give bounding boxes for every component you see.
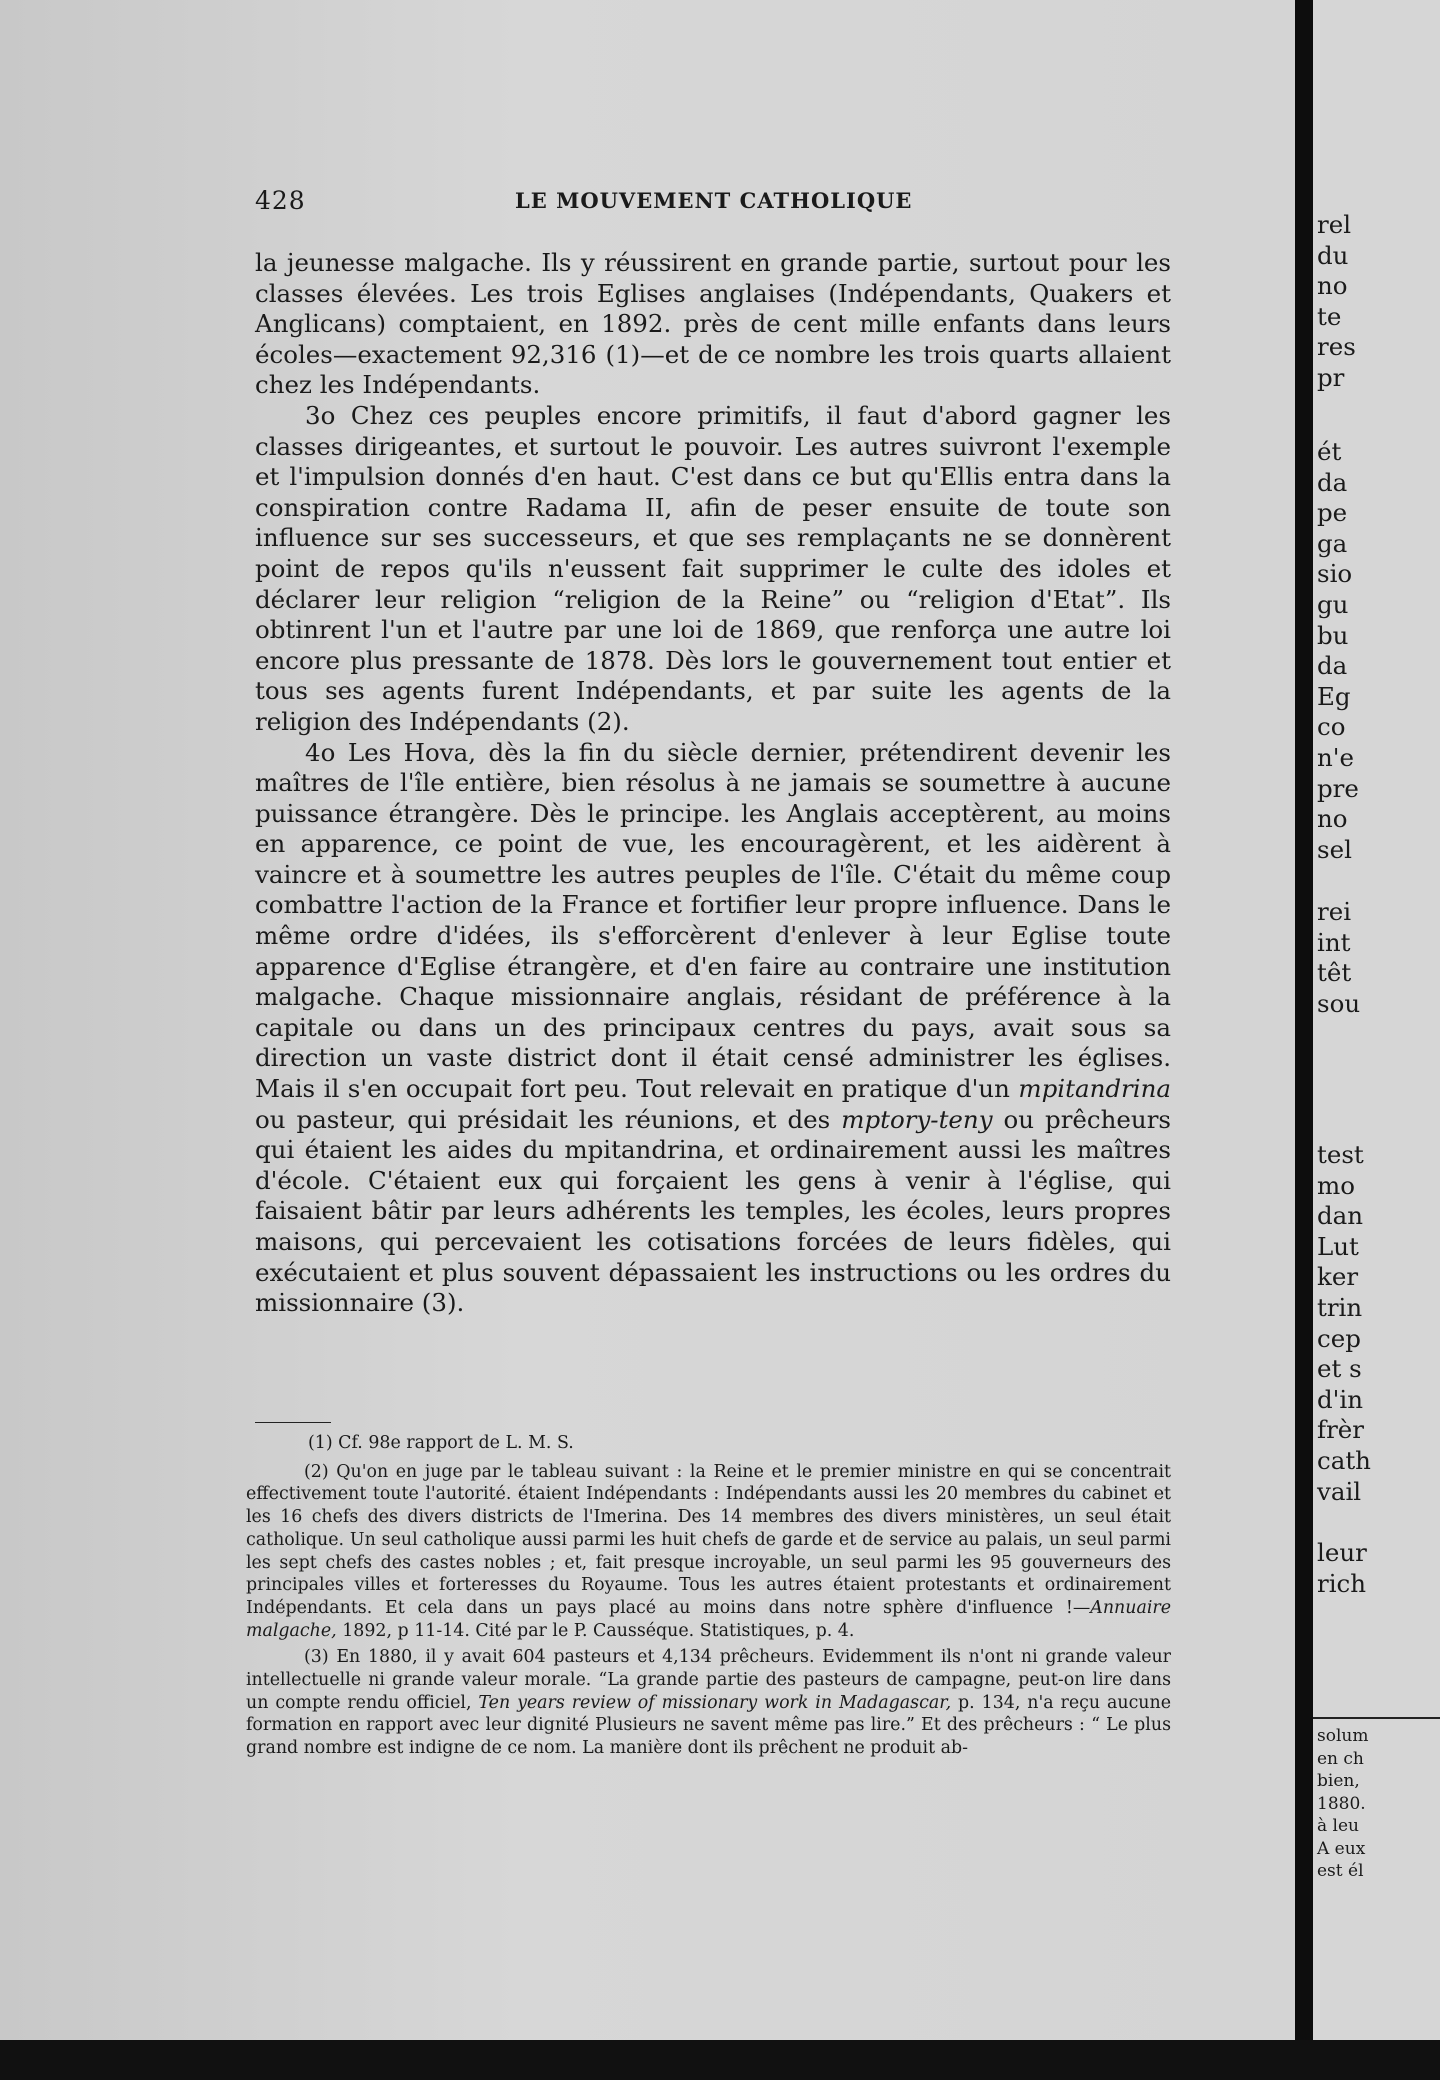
footnote-3-end: p. 134, n'a reçu aucune formation en rapport avec leur dignité Plusieurs ne savent même pas lire.” Et des prêcheurs : “ Le plus grand nombre est indigne de ce nom. La manière dont ils prêchent ne produit ab- bbox=[246, 1692, 1171, 1759]
facing-page-fragment: à leu bbox=[1317, 1816, 1359, 1836]
term-mpitandrina: mpitandrina bbox=[1018, 1074, 1171, 1104]
facing-page-fragment: est él bbox=[1317, 1861, 1364, 1881]
facing-page-fragment: leur bbox=[1317, 1538, 1367, 1567]
facing-page-fragment: gu bbox=[1317, 590, 1349, 619]
facing-page-fragment: ker bbox=[1317, 1262, 1359, 1292]
main-text bbox=[255, 248, 1171, 1319]
facing-page-fragment: sou bbox=[1317, 988, 1361, 1018]
footnote-3-text: (3) En 1880, il y avait 604 pasteurs et 4,134 prêcheurs. Evidemment ils n'ont ni grande valeur intellectuelle ni grande valeur morale. “La grande partie des pasteurs de campagne, peut-on lire dans un compte rendu officiel, bbox=[246, 1647, 1171, 1713]
facing-page-fragment: da bbox=[1317, 651, 1348, 681]
facing-page-fragment: 1880. bbox=[1317, 1793, 1366, 1814]
facing-page-edge bbox=[1313, 0, 1440, 2040]
facing-page-fragment: en ch bbox=[1317, 1748, 1364, 1769]
footnote-2-end: 1892, p 11-14. Cité par le P. Causséque. Statistiques, p. 4. bbox=[342, 1620, 855, 1641]
paragraph-3 bbox=[255, 738, 1171, 1319]
paragraph-2: 3o Chez ces peuples encore primitifs, il faut d'abord gagner les classes dirigeantes, et surtout le pouvoir. Les autres suivront l'exemple et l'impulsion donnés d'en haut. C'est dans ce but qu'Ellis entra dans la conspiration contre Radama II, afin de peser ensuite de toute son influence sur ses successeurs, et que ses remplaçants ne se donnèrent point de repos qu'ils n'eussent fait supprimer le culte des idoles et déclarer leur religion “religion de la Reine” ou “religion d'Etat”. Ils obtinrent l'un et l'autre par une loi de 1869, que renforça une autre loi encore plus pressante de 1878. Dès lors le gouvernement tout entier et tous ses agents furent Indépendants, et par suite les agents de la religion des Indépendants (2). bbox=[255, 400, 1171, 736]
facing-page-fragment: no bbox=[1317, 271, 1348, 301]
facing-page-fragment: co bbox=[1317, 712, 1346, 742]
facing-page-fragment: du bbox=[1317, 240, 1349, 270]
page-number: 428 bbox=[255, 186, 306, 215]
facing-page-fragment: bu bbox=[1317, 620, 1349, 650]
facing-page-fragment: vail bbox=[1317, 1476, 1362, 1506]
facing-page-fragment: frèr bbox=[1317, 1415, 1364, 1445]
facing-page-fragment: pe bbox=[1317, 498, 1348, 528]
facing-page-fragment: no bbox=[1317, 804, 1348, 834]
paragraph-3-text: 4o Les Hova, dès la fin du siècle dernier, prétendirent devenir les maîtres de l'île entière, bien résolus à ne jamais se soumettre à aucune puissance étrangère. Dès le principe. les Anglais acceptèrent, au moins en apparence, ce point de vue, les encouragèrent, et les aidèrent à vaincre et à soumettre les autres peuples de l'île. C'était du même coup combattre l'action de la France et fortifier leur propre influence. Dans le même ordre d'idées, ils s'efforcèrent d'enlever à leur Eglise toute apparence d'Eglise étrangère, et d'en faire au contraire une institution malgache. Chaque missionnaire anglais, résidant de préférence à la capitale ou dans un des principaux centres du pays, avait sous sa direction un vaste district dont il était censé administrer les églises. Mais il s'en occupait fort peu. Tout relevait en pratique d'un bbox=[255, 737, 1171, 1104]
footnote-2 bbox=[246, 1461, 1171, 1643]
paragraph-3-end: ou prêcheurs qui étaient les aides du mpitandrina, et ordinairement aussi les maîtres d'école. C'étaient eux qui forçaient les gens à venir à l'église, qui faisaient bâtir par leurs adhérents les temples, les écoles, leurs propres maisons, qui percevaient les cotisations forcées de leurs fidèles, qui exécutaient et plus souvent dépassaient les instructions ou les ordres du missionnaire (3). bbox=[255, 1104, 1171, 1318]
facing-page-fragment: dan bbox=[1317, 1201, 1364, 1231]
facing-page-fragment: res bbox=[1317, 332, 1356, 362]
footnote-2-text: (2) Qu'on en juge par le tableau suivant : la Reine et le premier ministre en qui se concentrait effectivement toute l'autorité. étaient Indépendants : Indépendants aussi les 20 membres du cabinet et les 16 chefs des divers districts de l'Imerina. Des 14 membres des divers ministères, un seul était catholique. Un seul catholique aussi parmi les huit chefs de garde et de service au palais, un seul parmi les sept chefs des castes nobles ; et, fait presque incroyable, un seul parmi les 95 gouverneurs des principales villes et forteresses du Royaume. Tous les autres étaient protestants et ordinairement Indépendants. Et cela dans un pays placé au moins dans notre sphère d'influence !— bbox=[246, 1461, 1171, 1618]
facing-page-fragment: test bbox=[1317, 1140, 1364, 1169]
facing-page-fragment: cep bbox=[1317, 1323, 1361, 1353]
facing-page-fragment: cath bbox=[1317, 1446, 1371, 1475]
facing-page-fragment: int bbox=[1317, 927, 1351, 957]
facing-footnote-rule bbox=[1313, 1717, 1440, 1719]
scan-border bbox=[0, 2040, 1440, 2080]
facing-page-fragment: ga bbox=[1317, 528, 1348, 558]
facing-page-fragment: sio bbox=[1317, 559, 1353, 589]
facing-page-fragment: Eg bbox=[1317, 681, 1351, 711]
facing-page-fragment: te bbox=[1317, 301, 1342, 331]
facing-page-fragment: d'in bbox=[1317, 1384, 1364, 1414]
facing-page-fragment: pr bbox=[1317, 363, 1345, 392]
footnote-3-source: Ten years review of missionary work in Madagascar, bbox=[478, 1692, 952, 1713]
facing-page-fragment: rich bbox=[1317, 1568, 1367, 1598]
paragraph-3-mid: ou pasteur, qui présidait les réunions, et des bbox=[255, 1104, 831, 1134]
footnotes bbox=[246, 1432, 1171, 1764]
footnote-rule bbox=[255, 1422, 331, 1423]
facing-page-fragment: ét bbox=[1317, 437, 1342, 466]
facing-page-fragment: et s bbox=[1317, 1354, 1362, 1384]
facing-page-fragment: solum bbox=[1317, 1726, 1369, 1746]
footnote-1: (1) Cf. 98e rapport de L. M. S. bbox=[308, 1433, 574, 1453]
footnote-2-source: Annuaire malgache, bbox=[246, 1597, 1171, 1641]
facing-page-fragment: sel bbox=[1317, 834, 1352, 864]
facing-page-fragment: rei bbox=[1317, 897, 1352, 926]
footnote-3 bbox=[246, 1646, 1171, 1760]
facing-page-fragment: pre bbox=[1317, 773, 1359, 803]
facing-page-fragment: n'e bbox=[1317, 743, 1355, 772]
term-mptory-teny: mptory-teny bbox=[841, 1104, 993, 1134]
paragraph-1: la jeunesse malgache. Ils y réussirent en grande partie, surtout pour les classes élevées. Les trois Eglises anglaises (Indépendants, Quakers et Anglicans) comptaient, en 1892. près de cent mille enfants dans leurs écoles—exactement 92,316 (1)—et de ce nombre les trois quarts allaient chez les Indépendants. bbox=[255, 248, 1171, 400]
facing-page-fragment: Lut bbox=[1317, 1231, 1359, 1261]
running-title: LE MOUVEMENT CATHOLIQUE bbox=[515, 188, 913, 213]
facing-page-fragment: da bbox=[1317, 467, 1348, 497]
facing-page-fragment: trin bbox=[1317, 1293, 1363, 1322]
facing-page-fragment: rel bbox=[1317, 210, 1352, 239]
facing-page-fragment: A eux bbox=[1317, 1838, 1366, 1859]
facing-page-fragment: têt bbox=[1317, 958, 1352, 988]
facing-page-fragment: mo bbox=[1317, 1170, 1355, 1200]
book-gutter bbox=[1295, 0, 1313, 2040]
facing-page-fragment: bien, bbox=[1317, 1771, 1360, 1791]
running-head bbox=[255, 186, 1171, 220]
